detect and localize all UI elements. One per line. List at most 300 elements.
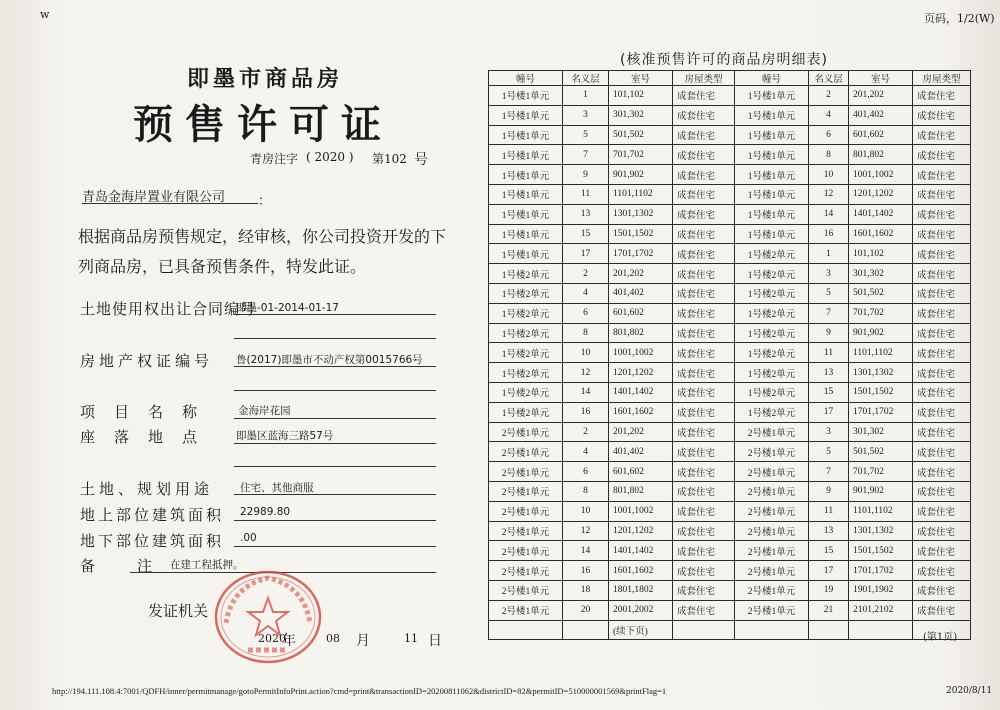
cell-house-type: 成套住宅 [913,283,971,303]
cell-floor: 7 [809,462,849,482]
cell-house-type: 成套住宅 [913,382,971,402]
cell-building: 2号楼1单元 [489,462,563,482]
cell-floor: 3 [563,105,609,125]
print-date: 2020/8/11 [946,686,993,696]
cell-house-type: 成套住宅 [673,481,735,501]
table-row [489,125,971,145]
field-value-property-cert: 鲁(2017)即墨市不动产权第0015766号 [236,354,423,366]
permit-prefix: 青房注字 [250,152,299,166]
cell-rooms: 301,302 [849,422,913,442]
cell-floor: 2 [563,264,609,284]
cell-rooms: 201,202 [609,264,673,284]
certificate-title-main: 预售许可证 [133,102,393,148]
cell-building: 1号楼2单元 [489,363,563,383]
cell-house-type: 成套住宅 [673,224,735,244]
issuer-label: 发证机关 [148,602,209,620]
cell-rooms: 601,602 [849,125,913,145]
cell-building: 1号楼2单元 [735,323,809,343]
cell-floor: 20 [563,600,609,620]
cell-floor: 14 [563,541,609,561]
table-row [489,105,971,125]
cell-building: 1号楼1单元 [489,165,563,185]
cell-building: 2号楼1单元 [735,561,809,581]
cell-rooms: 1501,1502 [849,382,913,402]
cell-building: 1号楼2单元 [489,402,563,422]
cell-rooms: 1601,1602 [609,561,673,581]
field-label-land-use: 土地、规划用途 [80,480,214,498]
cell-floor: 16 [809,224,849,244]
cell-floor: 8 [563,481,609,501]
cell-floor: 11 [563,184,609,204]
cell-building: 1号楼1单元 [735,224,809,244]
field-value-remarks: 在建工程抵押。 [170,559,244,571]
cell-building: 1号楼1单元 [489,204,563,224]
cell-building: 1号楼2单元 [735,343,809,363]
cell-floor: 1 [809,244,849,264]
cell-house-type: 成套住宅 [673,86,735,106]
cell-rooms: 1801,1802 [609,580,673,600]
cell-house-type: 成套住宅 [673,561,735,581]
cell-floor: 7 [809,303,849,323]
cell-rooms: 701,702 [849,303,913,323]
company-colon: ： [258,194,272,209]
field-label-underground-area: 地下部位建筑面积 [80,532,225,550]
table-row [489,422,971,442]
cell-floor: 13 [563,204,609,224]
cell-floor: 2 [563,422,609,442]
cell-rooms: 1701,1702 [849,402,913,422]
cell-rooms: 1301,1302 [849,363,913,383]
cell-house-type: 成套住宅 [913,580,971,600]
year-char: 年 [282,633,296,649]
cell-building: 2号楼1单元 [489,422,563,442]
cell-building: 1号楼2单元 [735,283,809,303]
cell-house-type: 成套住宅 [673,283,735,303]
cell-building: 2号楼1单元 [735,600,809,620]
table-row [489,303,971,323]
cell-building: 1号楼1单元 [735,204,809,224]
cell-building: 2号楼1单元 [735,541,809,561]
cell-building: 2号楼1单元 [489,580,563,600]
col-header: 房屋类型 [673,71,735,86]
cell-floor: 9 [809,323,849,343]
field-label-contract-no: 土地使用权出让合同编号 [80,300,257,318]
cell-rooms: 1201,1202 [609,521,673,541]
cell-floor: 12 [563,363,609,383]
cell-floor: 21 [809,600,849,620]
table-row [489,382,971,402]
cell-house-type: 成套住宅 [673,244,735,264]
cell-house-type: 成套住宅 [913,323,971,343]
cell-building: 1号楼1单元 [735,125,809,145]
cell-building: 2号楼1单元 [735,501,809,521]
cell-floor: 8 [563,323,609,343]
cell-house-type: 成套住宅 [673,363,735,383]
cell-building: 1号楼1单元 [735,165,809,185]
cell-house-type: 成套住宅 [673,145,735,165]
cell-floor: 15 [809,382,849,402]
print-url: http://194.111.108.4:7001/QDFH/inner/permitmanage/gotoPermitInfoPrint.action?cmd=print&transactionID=20200811062&districtID=82&permitID=510000001569&printFlag=1 [52,686,667,696]
cell-building: 1号楼2单元 [489,283,563,303]
table-row [489,264,971,284]
cell-house-type: 成套住宅 [673,521,735,541]
table-row [489,283,971,303]
cell-rooms: 501,502 [609,125,673,145]
cell-rooms: 601,602 [609,462,673,482]
cell-house-type: 成套住宅 [913,224,971,244]
cell-house-type: 成套住宅 [673,541,735,561]
cell-rooms: 301,302 [609,105,673,125]
cell-floor: 12 [563,521,609,541]
cell-floor: 2 [809,86,849,106]
table-row [489,481,971,501]
cell-rooms: 701,702 [849,462,913,482]
cell-rooms: 1701,1702 [849,561,913,581]
cell-rooms: 1101,1102 [609,184,673,204]
permit-year: ( 2020 ) [306,150,354,164]
col-header: 幢号 [489,71,563,86]
cell-house-type: 成套住宅 [673,600,735,620]
cell-house-type: 成套住宅 [673,323,735,343]
table-row [489,580,971,600]
cell-house-type: 成套住宅 [913,521,971,541]
cell-house-type: 成套住宅 [673,165,735,185]
col-header: 室号 [609,71,673,86]
cell-floor: 13 [809,521,849,541]
cell-building: 1号楼1单元 [489,244,563,264]
cell-house-type: 成套住宅 [673,442,735,462]
table-row [489,501,971,521]
day-char: 日 [428,633,442,649]
cell-floor: 14 [563,382,609,402]
cell-house-type: 成套住宅 [913,145,971,165]
cell-rooms: 1501,1502 [609,224,673,244]
cell-floor: 10 [809,165,849,185]
cell-rooms: 101,102 [849,244,913,264]
cell-house-type: 成套住宅 [913,442,971,462]
cell-building: 1号楼1单元 [735,184,809,204]
field-label-location: 座 落 地 点 [80,428,200,446]
cell-building: 2号楼1单元 [489,442,563,462]
cell-rooms: 701,702 [609,145,673,165]
field-label-above-ground-area: 地上部位建筑面积 [80,506,225,524]
field-value-land-use: 住宅、其他商服 [240,482,314,494]
cell-rooms: 1501,1502 [849,541,913,561]
intro-text: 根据商品房预售规定，经审核，你公司投资开发的下列商品房，已具备预售条件，特发此证。 [78,227,447,276]
cell-house-type: 成套住宅 [913,165,971,185]
cell-rooms: 1001,1002 [849,165,913,185]
cell-floor: 4 [563,283,609,303]
cell-house-type: 成套住宅 [913,86,971,106]
cell-rooms: 1701,1702 [609,244,673,264]
cell-building: 1号楼2单元 [735,244,809,264]
cell-house-type: 成套住宅 [673,580,735,600]
month-char: 月 [356,633,370,649]
cell-floor: 6 [563,303,609,323]
cell-building: 2号楼1单元 [489,541,563,561]
cell-building: 1号楼1单元 [489,184,563,204]
field-line [234,494,436,495]
cell-rooms: 1101,1102 [849,343,913,363]
cell-house-type: 成套住宅 [913,561,971,581]
cell-building: 1号楼2单元 [489,323,563,343]
table-row [489,184,971,204]
field-line [234,466,436,467]
cell-building: 2号楼1单元 [489,600,563,620]
table-row [489,86,971,106]
cell-floor: 3 [809,264,849,284]
col-header: 室号 [849,71,913,86]
cell-floor: 17 [809,561,849,581]
cell-building: 1号楼2单元 [489,303,563,323]
cell-rooms: 1201,1202 [609,363,673,383]
cell-building: 2号楼1单元 [735,521,809,541]
cell-building: 2号楼1单元 [489,561,563,581]
cell-building: 1号楼2单元 [735,363,809,383]
cell-building: 1号楼2单元 [735,382,809,402]
page-indicator: 页码，1/2(W) [924,12,995,25]
cell-floor: 19 [809,580,849,600]
cell-rooms: 401,402 [609,283,673,303]
cell-floor: 6 [809,125,849,145]
col-header: 幢号 [735,71,809,86]
cell-rooms: 1901,1902 [849,580,913,600]
cell-rooms: 1201,1202 [849,184,913,204]
cell-floor: 4 [809,105,849,125]
empty-cell [849,620,913,640]
cell-building: 2号楼1单元 [735,481,809,501]
empty-cell [563,620,609,640]
cell-floor: 5 [809,283,849,303]
cell-house-type: 成套住宅 [913,125,971,145]
field-line [234,390,436,391]
cell-floor: 4 [563,442,609,462]
cell-rooms: 101,102 [609,86,673,106]
cell-house-type: 成套住宅 [673,184,735,204]
field-value-location: 即墨区蓝海三路57号 [236,430,334,442]
cell-floor: 10 [563,343,609,363]
field-line [234,520,436,521]
col-header: 房屋类型 [913,71,971,86]
issue-day: 11 [404,632,418,645]
cell-building: 1号楼2单元 [489,264,563,284]
cell-building: 1号楼2单元 [489,382,563,402]
cell-rooms: 1401,1402 [609,541,673,561]
cell-building: 1号楼1单元 [489,86,563,106]
cell-house-type: 成套住宅 [913,541,971,561]
table-row [489,402,971,422]
cell-house-type: 成套住宅 [673,382,735,402]
cell-building: 1号楼1单元 [489,224,563,244]
cell-rooms: 501,502 [849,442,913,462]
company-name: 青岛金海岸置业有限公司 [82,190,226,205]
cell-floor: 11 [809,343,849,363]
col-header: 名义层 [809,71,849,86]
cell-building: 1号楼2单元 [735,402,809,422]
certificate-title-top: 即墨市商品房 [186,66,343,92]
cell-floor: 9 [563,165,609,185]
cell-building: 1号楼1单元 [735,145,809,165]
cell-floor: 3 [809,422,849,442]
issue-month: 08 [326,632,340,645]
empty-cell [673,620,735,640]
cell-house-type: 成套住宅 [913,402,971,422]
cell-rooms: 2001,2002 [609,600,673,620]
cell-building: 1号楼1单元 [489,125,563,145]
empty-cell [489,620,563,640]
cell-rooms: 2101,2102 [849,600,913,620]
col-header: 名义层 [563,71,609,86]
table-row [489,541,971,561]
cell-house-type: 成套住宅 [913,264,971,284]
cell-building: 2号楼1单元 [735,442,809,462]
cell-rooms: 1401,1402 [849,204,913,224]
cell-house-type: 成套住宅 [913,244,971,264]
cell-rooms: 801,802 [849,145,913,165]
cell-floor: 15 [563,224,609,244]
field-line [234,314,436,315]
cell-building: 1号楼1单元 [489,145,563,165]
cell-house-type: 成套住宅 [913,422,971,442]
field-label-remarks: 备 注 [80,557,157,575]
cell-house-type: 成套住宅 [913,204,971,224]
table-row [489,343,971,363]
cell-house-type: 成套住宅 [673,462,735,482]
cell-rooms: 501,502 [849,283,913,303]
field-label-property-cert: 房地产权证编号 [80,352,214,370]
cell-house-type: 成套住宅 [913,600,971,620]
issue-year: 2020 [258,632,286,645]
cell-building: 2号楼1单元 [489,481,563,501]
cell-house-type: 成套住宅 [673,402,735,422]
cell-floor: 16 [563,561,609,581]
table-header-row [489,71,971,86]
cell-floor: 10 [563,501,609,521]
cell-floor: 7 [563,145,609,165]
field-label-project-name: 项 目 名 称 [80,403,200,421]
detail-table [488,70,971,640]
cell-house-type: 成套住宅 [913,462,971,482]
cell-floor: 12 [809,184,849,204]
table-row [489,224,971,244]
cell-rooms: 1101,1102 [849,501,913,521]
permit-number-suffix: 号 [414,152,428,168]
cell-rooms: 301,302 [849,264,913,284]
table-row [489,600,971,620]
cell-floor: 14 [809,204,849,224]
cell-rooms: 401,402 [849,105,913,125]
permit-number: 第102 [372,152,407,166]
cell-building: 2号楼1单元 [489,521,563,541]
detail-table-title: (核准预售许可的商品房明细表) [620,52,828,68]
cell-floor: 17 [809,402,849,422]
cell-floor: 13 [809,363,849,383]
table-row [489,165,971,185]
cell-rooms: 1601,1602 [609,402,673,422]
cell-house-type: 成套住宅 [673,125,735,145]
cell-building: 1号楼2单元 [735,303,809,323]
cell-house-type: 成套住宅 [913,184,971,204]
field-value-underground-area: .00 [240,532,257,544]
cell-building: 1号楼2单元 [735,264,809,284]
cell-house-type: 成套住宅 [673,501,735,521]
cell-house-type: 成套住宅 [913,481,971,501]
cell-rooms: 1401,1402 [609,382,673,402]
company-underline [82,203,258,204]
table-row [489,363,971,383]
cell-floor: 9 [809,481,849,501]
cell-house-type: 成套住宅 [673,105,735,125]
cell-rooms: 201,202 [609,422,673,442]
cell-rooms: 801,802 [609,481,673,501]
cell-rooms: 1301,1302 [609,204,673,224]
table-row [489,561,971,581]
cell-rooms: 601,602 [609,303,673,323]
cell-rooms: 1001,1002 [609,343,673,363]
cell-rooms: 401,402 [609,442,673,462]
cell-rooms: 801,802 [609,323,673,343]
cell-floor: 16 [563,402,609,422]
table-row-continued [489,620,971,640]
table-row [489,204,971,224]
cell-house-type: 成套住宅 [673,343,735,363]
cell-building: 1号楼2单元 [489,343,563,363]
continued-label: (续下页) [609,620,673,640]
cell-house-type: 成套住宅 [913,363,971,383]
cell-building: 2号楼1单元 [735,580,809,600]
cell-building: 1号楼1单元 [735,86,809,106]
table-row [489,323,971,343]
field-value-above-ground-area: 22989.80 [240,506,291,518]
cell-floor: 11 [809,501,849,521]
table-row [489,521,971,541]
table-row [489,244,971,264]
field-line [234,418,436,419]
cell-house-type: 成套住宅 [673,204,735,224]
cell-building: 2号楼1单元 [735,462,809,482]
cell-floor: 5 [563,125,609,145]
cell-rooms: 901,902 [609,165,673,185]
cell-house-type: 成套住宅 [673,303,735,323]
field-line [234,366,436,367]
cell-floor: 15 [809,541,849,561]
cell-building: 1号楼1单元 [489,105,563,125]
field-line [234,546,436,547]
field-value-contract-no: 即墨-01-2014-01-17 [236,302,339,314]
cell-building: 2号楼1单元 [735,422,809,442]
cell-rooms: 1601,1602 [849,224,913,244]
cell-rooms: 901,902 [849,481,913,501]
cell-house-type: 成套住宅 [673,264,735,284]
cell-house-type: 成套住宅 [913,303,971,323]
cell-building: 1号楼1单元 [735,105,809,125]
cell-building: 2号楼1单元 [489,501,563,521]
field-line [234,443,436,444]
table-row [489,145,971,165]
cell-house-type: 成套住宅 [913,501,971,521]
field-line [234,338,436,339]
detail-table-body [489,86,971,640]
cell-floor: 8 [809,145,849,165]
cell-floor: 17 [563,244,609,264]
field-value-project-name: 金海岸花园 [238,405,291,417]
header-mark: w [40,8,50,21]
cell-rooms: 1301,1302 [849,521,913,541]
table-row [489,462,971,482]
cell-floor: 5 [809,442,849,462]
cell-floor: 18 [563,580,609,600]
cell-floor: 1 [563,86,609,106]
